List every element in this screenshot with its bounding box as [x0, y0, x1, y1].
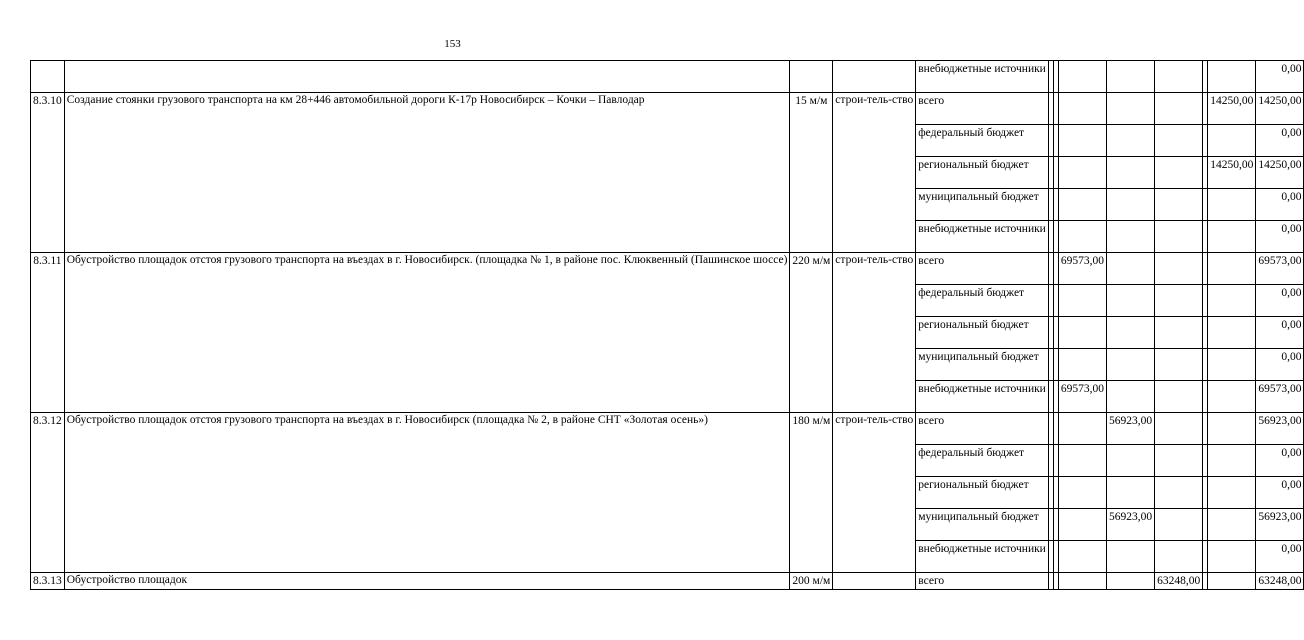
- table-row: [31, 253, 1304, 285]
- year-value: [1058, 317, 1106, 349]
- year-value: [1155, 253, 1203, 285]
- year-value: [1208, 445, 1256, 477]
- item-length: 180 м/м: [790, 413, 833, 573]
- year-value: [1106, 349, 1154, 381]
- funding-source: всего: [916, 253, 1049, 285]
- year-value: [1058, 189, 1106, 221]
- year-value: [1106, 317, 1154, 349]
- item-name: Обустройство площадок отстоя грузового транспорта на въездах в г. Новосибирск (площадка № 2, в районе СНТ «Золотая осень»): [64, 413, 790, 573]
- item-code: 8.3.10: [31, 93, 65, 253]
- year-value: [1106, 253, 1154, 285]
- funding-source: муниципальный бюджет: [916, 509, 1049, 541]
- year-value: [1155, 189, 1203, 221]
- funding-source: федеральный бюджет: [916, 285, 1049, 317]
- year-value: [1106, 189, 1154, 221]
- year-value: [1208, 285, 1256, 317]
- total-value: 0,00: [1256, 477, 1304, 509]
- budget-table-body: [31, 61, 1304, 590]
- total-value: 69573,00: [1256, 253, 1304, 285]
- year-value: [1106, 573, 1154, 590]
- year-value: [1208, 541, 1256, 573]
- year-value: [1058, 541, 1106, 573]
- total-value: 56923,00: [1256, 413, 1304, 445]
- year-value: [1155, 509, 1203, 541]
- year-value: [1155, 349, 1203, 381]
- year-value: [1155, 285, 1203, 317]
- year-value: [1155, 413, 1203, 445]
- item-length: 200 м/м: [790, 573, 833, 590]
- funding-source: внебюджетные источники: [916, 541, 1049, 573]
- total-value: 56923,00: [1256, 509, 1304, 541]
- year-value: [1106, 477, 1154, 509]
- funding-source: региональный бюджет: [916, 157, 1049, 189]
- item-code: 8.3.13: [31, 573, 65, 590]
- year-value: [1058, 221, 1106, 253]
- item-name: Обустройство площадок отстоя грузового транспорта на въездах в г. Новосибирск. (площадка № 1, в районе пос. Клюквенный (Пашинское шоссе): [64, 253, 790, 413]
- table-row: [31, 573, 1304, 590]
- work-type: строи-тель-ство: [833, 93, 916, 253]
- year-value: [1208, 125, 1256, 157]
- year-value: 56923,00: [1106, 413, 1154, 445]
- year-value: [1058, 573, 1106, 590]
- total-value: 0,00: [1256, 541, 1304, 573]
- work-type: [833, 61, 916, 93]
- work-type: строи-тель-ство: [833, 413, 916, 573]
- funding-source: всего: [916, 93, 1049, 125]
- year-value: [1155, 445, 1203, 477]
- total-value: 14250,00: [1256, 157, 1304, 189]
- total-value: 0,00: [1256, 125, 1304, 157]
- year-value: [1058, 413, 1106, 445]
- year-value: [1155, 381, 1203, 413]
- year-value: [1155, 125, 1203, 157]
- item-code: 8.3.11: [31, 253, 65, 413]
- item-code: 8.3.12: [31, 413, 65, 573]
- year-value: [1208, 253, 1256, 285]
- year-value: 69573,00: [1058, 381, 1106, 413]
- year-value: [1208, 221, 1256, 253]
- funding-source: федеральный бюджет: [916, 445, 1049, 477]
- year-value: [1208, 317, 1256, 349]
- year-value: [1208, 349, 1256, 381]
- item-length: 220 м/м: [790, 253, 833, 413]
- funding-source: региональный бюджет: [916, 317, 1049, 349]
- year-value: [1208, 61, 1256, 93]
- total-value: 0,00: [1256, 221, 1304, 253]
- total-value: 14250,00: [1256, 93, 1304, 125]
- year-value: [1106, 93, 1154, 125]
- year-value: 14250,00: [1208, 157, 1256, 189]
- item-length: 15 м/м: [790, 93, 833, 253]
- year-value: [1208, 573, 1256, 590]
- funding-source: региональный бюджет: [916, 477, 1049, 509]
- total-value: 0,00: [1256, 349, 1304, 381]
- year-value: 56923,00: [1106, 509, 1154, 541]
- year-value: [1208, 381, 1256, 413]
- item-length: [790, 61, 833, 93]
- year-value: 63248,00: [1155, 573, 1203, 590]
- item-code: [31, 61, 65, 93]
- year-value: [1155, 541, 1203, 573]
- year-value: [1106, 541, 1154, 573]
- budget-table: [30, 60, 1304, 590]
- total-value: 0,00: [1256, 285, 1304, 317]
- total-value: 69573,00: [1256, 381, 1304, 413]
- year-value: [1058, 157, 1106, 189]
- year-value: [1058, 477, 1106, 509]
- year-value: [1106, 445, 1154, 477]
- funding-source: всего: [916, 573, 1049, 590]
- year-value: [1155, 157, 1203, 189]
- table-row: [31, 413, 1304, 445]
- year-value: [1155, 93, 1203, 125]
- item-name: [64, 61, 790, 93]
- year-value: [1208, 189, 1256, 221]
- total-value: 0,00: [1256, 189, 1304, 221]
- total-value: 63248,00: [1256, 573, 1304, 590]
- year-value: [1058, 93, 1106, 125]
- total-value: 0,00: [1256, 61, 1304, 93]
- funding-source: внебюджетные источники: [916, 61, 1049, 93]
- funding-source: внебюджетные источники: [916, 381, 1049, 413]
- total-value: 0,00: [1256, 317, 1304, 349]
- funding-source: федеральный бюджет: [916, 125, 1049, 157]
- year-value: [1106, 381, 1154, 413]
- year-value: [1208, 477, 1256, 509]
- total-value: 0,00: [1256, 445, 1304, 477]
- item-name: Создание стоянки грузового транспорта на км 28+446 автомобильной дороги К-17р Новосибирск – Кочки – Павлодар: [64, 93, 790, 253]
- year-value: 69573,00: [1058, 253, 1106, 285]
- year-value: [1058, 509, 1106, 541]
- year-value: 14250,00: [1208, 93, 1256, 125]
- item-name: Обустройство площадок: [64, 573, 790, 590]
- year-value: [1106, 285, 1154, 317]
- work-type: [833, 573, 916, 590]
- funding-source: всего: [916, 413, 1049, 445]
- funding-source: муниципальный бюджет: [916, 189, 1049, 221]
- year-value: [1058, 285, 1106, 317]
- year-value: [1058, 125, 1106, 157]
- funding-source: муниципальный бюджет: [916, 349, 1049, 381]
- year-value: [1106, 125, 1154, 157]
- year-value: [1058, 61, 1106, 93]
- table-row: [31, 93, 1304, 125]
- year-value: [1208, 509, 1256, 541]
- year-value: [1106, 157, 1154, 189]
- year-value: [1058, 445, 1106, 477]
- year-value: [1155, 477, 1203, 509]
- year-value: [1155, 221, 1203, 253]
- year-value: [1155, 317, 1203, 349]
- table-row: [31, 61, 1304, 93]
- year-value: [1155, 61, 1203, 93]
- year-value: [1106, 61, 1154, 93]
- year-value: [1106, 221, 1154, 253]
- funding-source: внебюджетные источники: [916, 221, 1049, 253]
- year-value: [1058, 349, 1106, 381]
- year-value: [1208, 413, 1256, 445]
- page-number: 153: [444, 38, 461, 50]
- work-type: строи-тель-ство: [833, 253, 916, 413]
